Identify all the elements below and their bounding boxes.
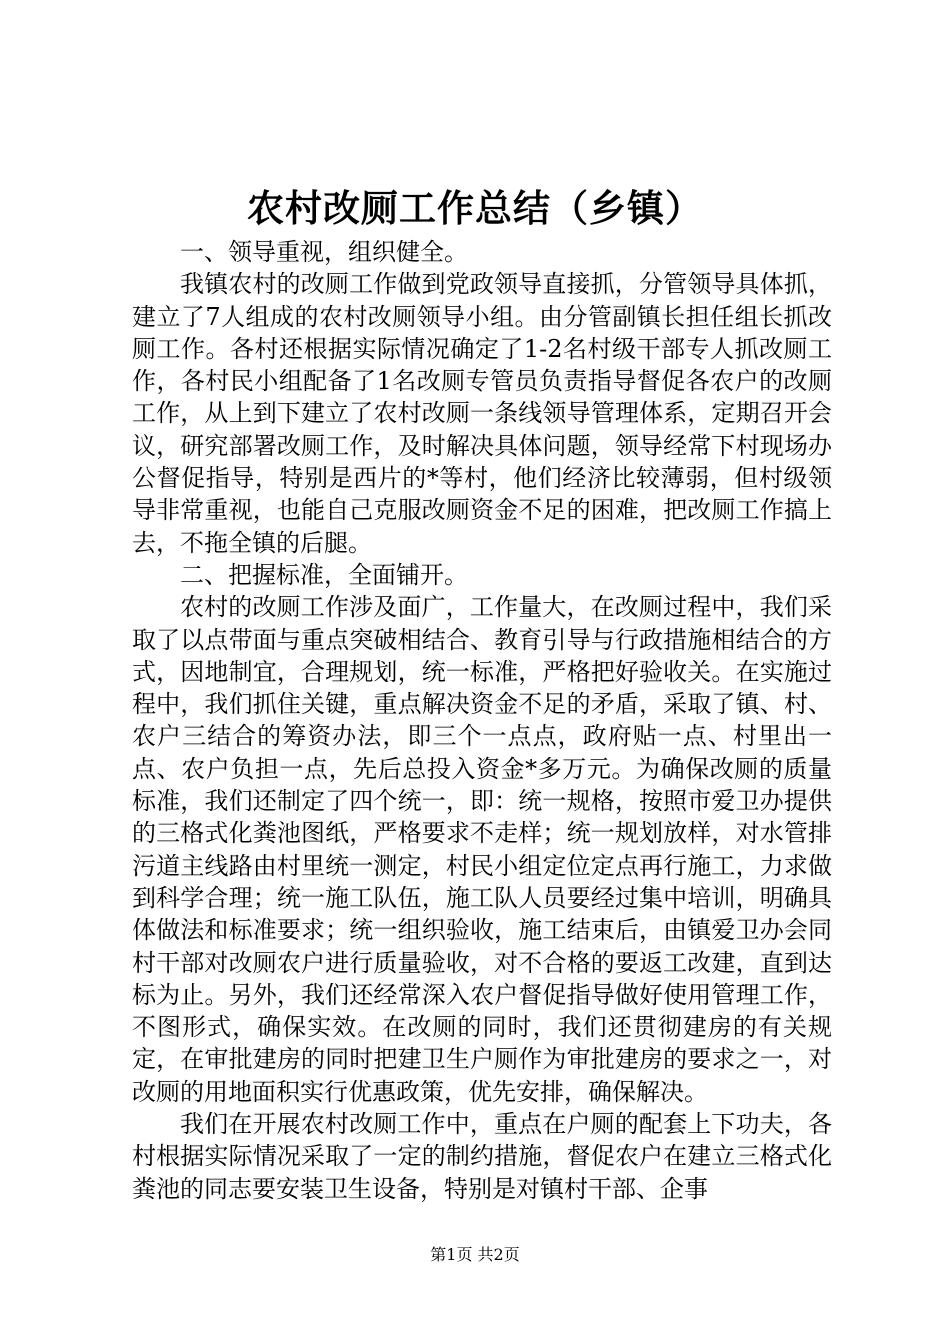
body-paragraph-1: 我镇农村的改厕工作做到党政领导直接抓，分管领导具体抓，建立了7人组成的农村改厕领导小组。由分管副镇长担任组长抓改厕工作。各村还根据实际情况确定了1-2名村级干部专人抓改厕工作，各村民小组配备了1名改厕专管员负责指导督促各农户的改厕工作，从上到下建立了农村改厕一条线领导管理体系，定期召开会议，研究部署改厕工作，及时解决具体问题，领导经常下村现场办公督促指导，特别是西片的*等村，他们经济比较薄弱，但村级领导非常重视，也能自己克服改厕资金不足的困难，把改厕工作搞上去，不拖全镇的后腿。 [132,270,832,557]
section-heading-2: 二、把握标准，全面铺开。 [180,560,468,589]
section-heading-1: 一、领导重视，组织健全。 [180,238,468,266]
document-body [132,236,832,1205]
body-paragraph-2: 农村的改厕工作涉及面广，工作量大，在改厕过程中，我们采取了以点带面与重点突破相结合、教育引导与行政措施相结合的方式，因地制宜，合理规划，统一标准，严格把好验收关。在实施过程中，我们抓住关键，重点解决资金不足的矛盾，采取了镇、村、农户三结合的筹资办法，即三个一点点，政府贴一点、村里出一点、农户负担一点，先后总投入资金*多万元。为确保改厕的质量标准，我们还制定了四个统一，即：统一规格，按照市爱卫办提供的三格式化粪池图纸，严格要求不走样；统一规划放样，对水管排污道主线路由村里统一测定，村民小组定位定点再行施工，力求做到科学合理；统一施工队伍，施工队人员要经过集中培训，明确具体做法和标准要求；统一组织验收，施工结束后，由镇爱卫办会同村干部对改厕农户进行质量验收，对不合格的要返工改建，直到达标为止。另外，我们还经常深入农户督促指导做好使用管理工作，不图形式，确保实效。在改厕的同时，我们还贯彻建房的有关规定，在审批建房的同时把建卫生户厕作为审批建房的要求之一，对改厕的用地面积实行优惠政策，优先安排，确保解决。 [132,593,832,1106]
document-title: 农村改厕工作总结（乡镇） [247,186,703,230]
page-number-footer: 第1页 共2页 [430,1245,520,1264]
body-paragraph-3: 我们在开展农村改厕工作中，重点在户厕的配套上下功夫，各村根据实际情况采取了一定的制约措施，督促农户在建立三格式化粪池的同志要安装卫生设备，特别是对镇村干部、企事 [132,1110,832,1203]
